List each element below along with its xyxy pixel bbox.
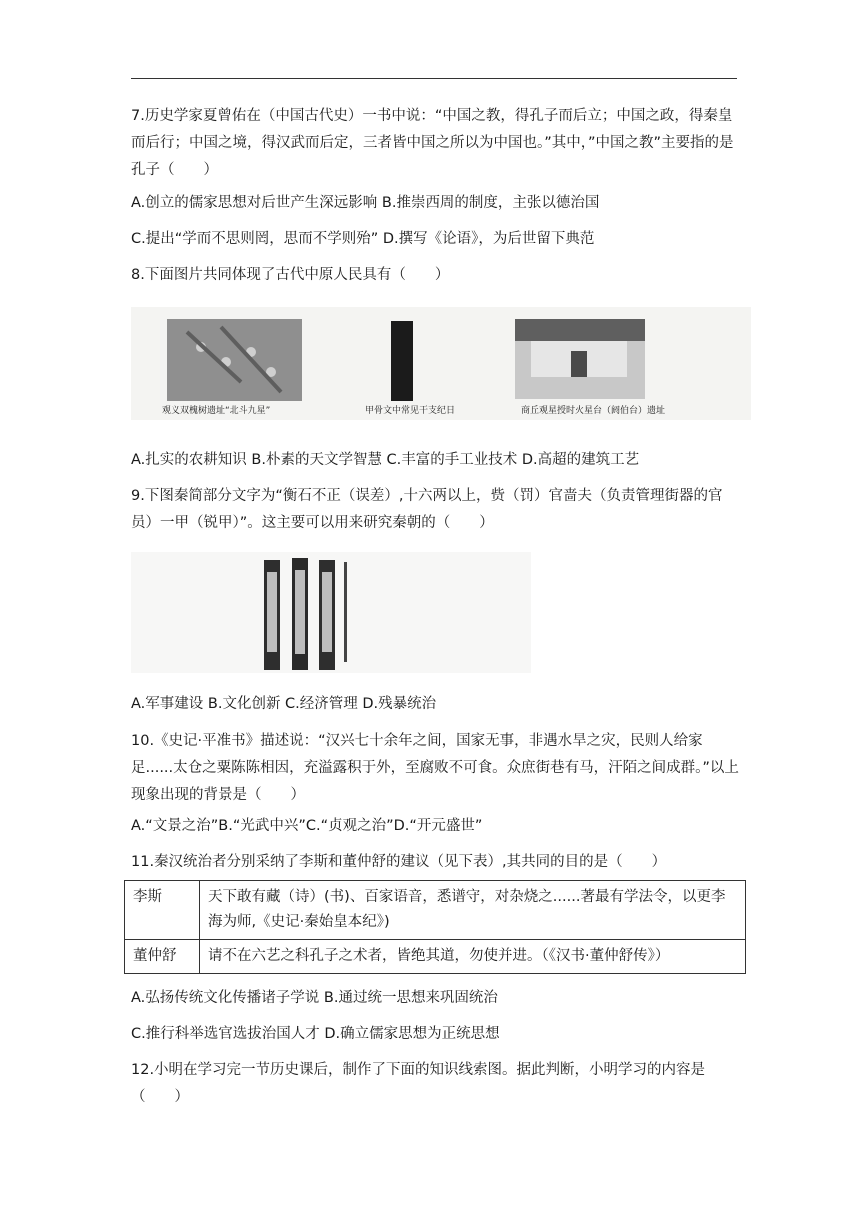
q9-stem: 9.下图秦简部分文字为“衡石不正（误差）,十六两以上，赀（罚）官啬夫（负责管理街器的官员）一甲（锐甲）”。这主要可以用来研究秦朝的（ ） [131,488,723,531]
q8-figure-strip [131,307,751,420]
q8-options: A.扎实的农耕知识 B.朴素的天文学智慧 C.丰富的手工业技术 D.高超的建筑工艺 [131,452,640,468]
bamboo-slips-photo [131,552,531,673]
q7-stem: 7.历史学家夏曾佑在（中国古代史）一书中说：“中国之教，得孔子而后立；中国之政，得秦皇而后行；中国之境，得汉武而后定，三者皆中国之所以为中国也。”其中，”中国之教”主要指的是孔子（ ） [131,108,734,178]
q11-table [124,880,746,974]
table-cell-name: 董仲舒 [125,940,200,974]
header-rule [131,78,737,79]
q9-options: A.军事建设 B.文化创新 C.经济管理 D.残暴统治 [131,696,437,712]
q11-stem: 11.秦汉统治者分别采纳了李斯和董仲舒的建议（见下表）,其共同的目的是（ ） [131,854,667,870]
q11-options-ab: A.弘扬传统文化传播诸子学说 B.通过统一思想来巩固统治 [131,990,498,1006]
table-row [125,881,746,940]
table-cell-name: 李斯 [125,881,200,940]
q9-bamboo-slips-figure [131,552,531,673]
q8-stem: 8.下面图片共同体现了古代中原人民具有（ ） [131,267,450,283]
q10-options: A.“文景之治”B.“光武中兴”C.“贞观之治”D.“开元盛世” [131,818,483,834]
oracle-bone-photo [391,321,413,401]
q11-options-cd: C.推行科举选官选拔治国人才 D.确立儒家思想为正统思想 [131,1026,500,1042]
q12-stem: 12.小明在学习完一节历史课后，制作了下面的知识线索图。据此判断，小明学习的内容是（ ） [131,1062,706,1105]
q7-options-ab: A.创立的儒家思想对后世产生深远影响 B.推崇西周的制度，主张以德治国 [131,195,600,211]
table-cell-text: 天下敢有藏（诗）(书)、百家语音，悉谱守，对杂烧之......著最有学法令，以更李海为师,《史记·秦始皇本纪》) [200,881,746,940]
table-cell-text: 请不在六艺之科孔子之术者，皆绝其道，勿使并进。（《汉书·董仲舒传》） [200,940,746,974]
q7-options-cd: C.提出“学而不思则罔，思而不学则殆” D.撰写《论语》，为后世留下典范 [131,231,595,247]
q10-stem: 10.《史记·平准书》描述说：“汉兴七十余年之间，国家无事，非遇水旱之灾，民则人给家足......太仓之粟陈陈相因，充溢露积于外，至腐败不可食。众庶街巷有马，汗陌之间成群。”以上现象出现的背景是（ ） [131,733,739,803]
table-row [125,940,746,974]
caption-observatory: 商丘观星授时火星台（阏伯台）遗址 [521,406,666,416]
caption-star-map: 观义双槐树遗址“北斗九星” [162,406,271,416]
caption-oracle-bone: 甲骨文中常见干支纪日 [365,406,456,416]
star-map-photo [167,319,302,401]
